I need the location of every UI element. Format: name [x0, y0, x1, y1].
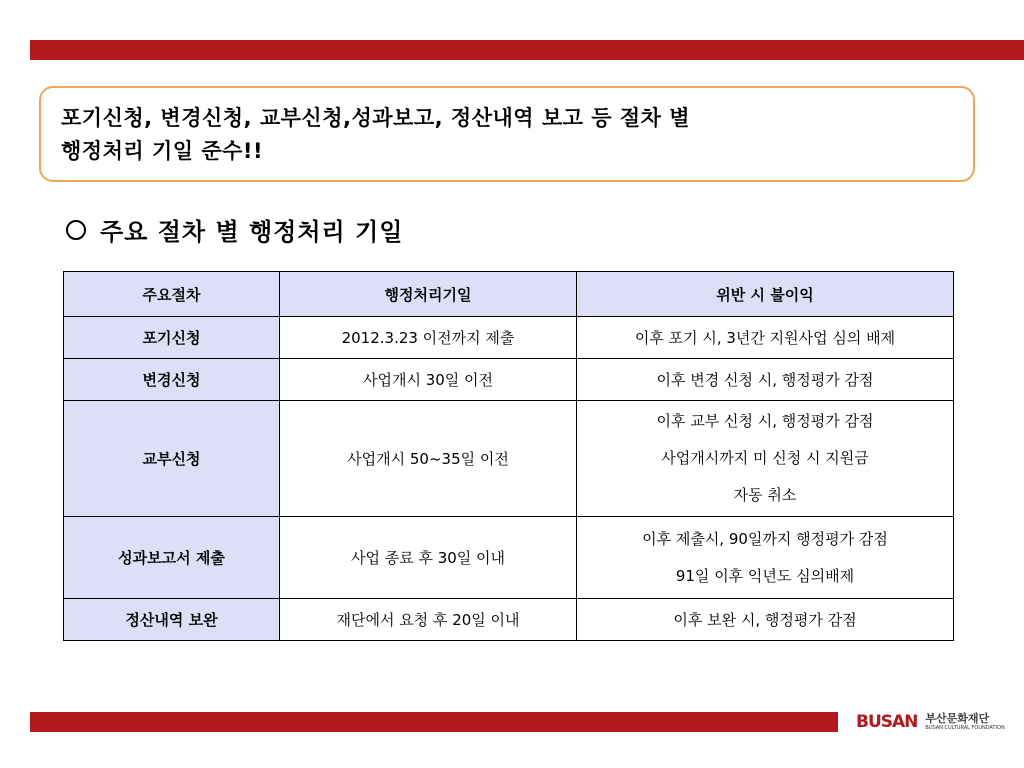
logo-name-english: BUSAN CULTURAL FOUNDATION [925, 725, 1005, 731]
penalty-cell: 이후 변경 신청 시, 행정평가 감점 [577, 359, 954, 401]
notice-line-1: 포기신청, 변경신청, 교부신청,성과보고, 정산내역 보고 등 절차 별 [61, 106, 691, 130]
notice-callout-box [39, 86, 975, 182]
penalty-line: 사업개시까지 미 신청 시 지원금 [661, 449, 869, 467]
section-heading-text: 주요 절차 별 행정처리 기일 [100, 218, 404, 246]
logo-name-korean: 부산문화재단 [925, 712, 990, 725]
table-row [64, 317, 954, 359]
header-deadline: 행정처리기일 [280, 272, 577, 317]
deadline-cell: 사업개시 50~35일 이전 [280, 401, 577, 517]
header-procedure: 주요절차 [64, 272, 280, 317]
penalty-cell: 이후 보완 시, 행정평가 감점 [577, 599, 954, 641]
table-row [64, 359, 954, 401]
logo-mark: BUSAN [856, 712, 918, 732]
procedure-cell: 성과보고서 제출 [64, 517, 280, 599]
deadline-cell: 사업개시 30일 이전 [280, 359, 577, 401]
penalty-cell [577, 517, 954, 599]
table-row [64, 517, 954, 599]
penalty-cell: 이후 포기 시, 3년간 지원사업 심의 배제 [577, 317, 954, 359]
circle-bullet-icon [66, 220, 86, 240]
deadline-cell: 사업 종료 후 30일 이내 [280, 517, 577, 599]
header-penalty: 위반 시 불이익 [577, 272, 954, 317]
bottom-accent-bar [30, 712, 838, 732]
section-heading [66, 212, 403, 247]
procedure-cell: 포기신청 [64, 317, 280, 359]
table-header-row [64, 272, 954, 317]
deadline-cell: 재단에서 요청 후 20일 이내 [280, 599, 577, 641]
table-row [64, 401, 954, 517]
procedure-cell: 정산내역 보완 [64, 599, 280, 641]
penalty-line: 자동 취소 [733, 486, 797, 504]
penalty-line: 이후 교부 신청 시, 행정평가 감점 [656, 412, 874, 430]
procedure-deadline-table [63, 271, 954, 641]
foundation-logo [856, 708, 1016, 736]
procedure-cell: 교부신청 [64, 401, 280, 517]
logo-text [925, 712, 1004, 732]
deadline-cell: 2012.3.23 이전까지 제출 [280, 317, 577, 359]
notice-line-2: 행정처리 기일 준수!! [61, 139, 264, 163]
penalty-cell [577, 401, 954, 517]
top-accent-bar [30, 40, 1024, 60]
penalty-line: 91일 이후 익년도 심의배제 [675, 566, 855, 585]
table-row [64, 599, 954, 641]
procedure-cell: 변경신청 [64, 359, 280, 401]
penalty-line: 이후 제출시, 90일까지 행정평가 감점 [642, 529, 888, 548]
